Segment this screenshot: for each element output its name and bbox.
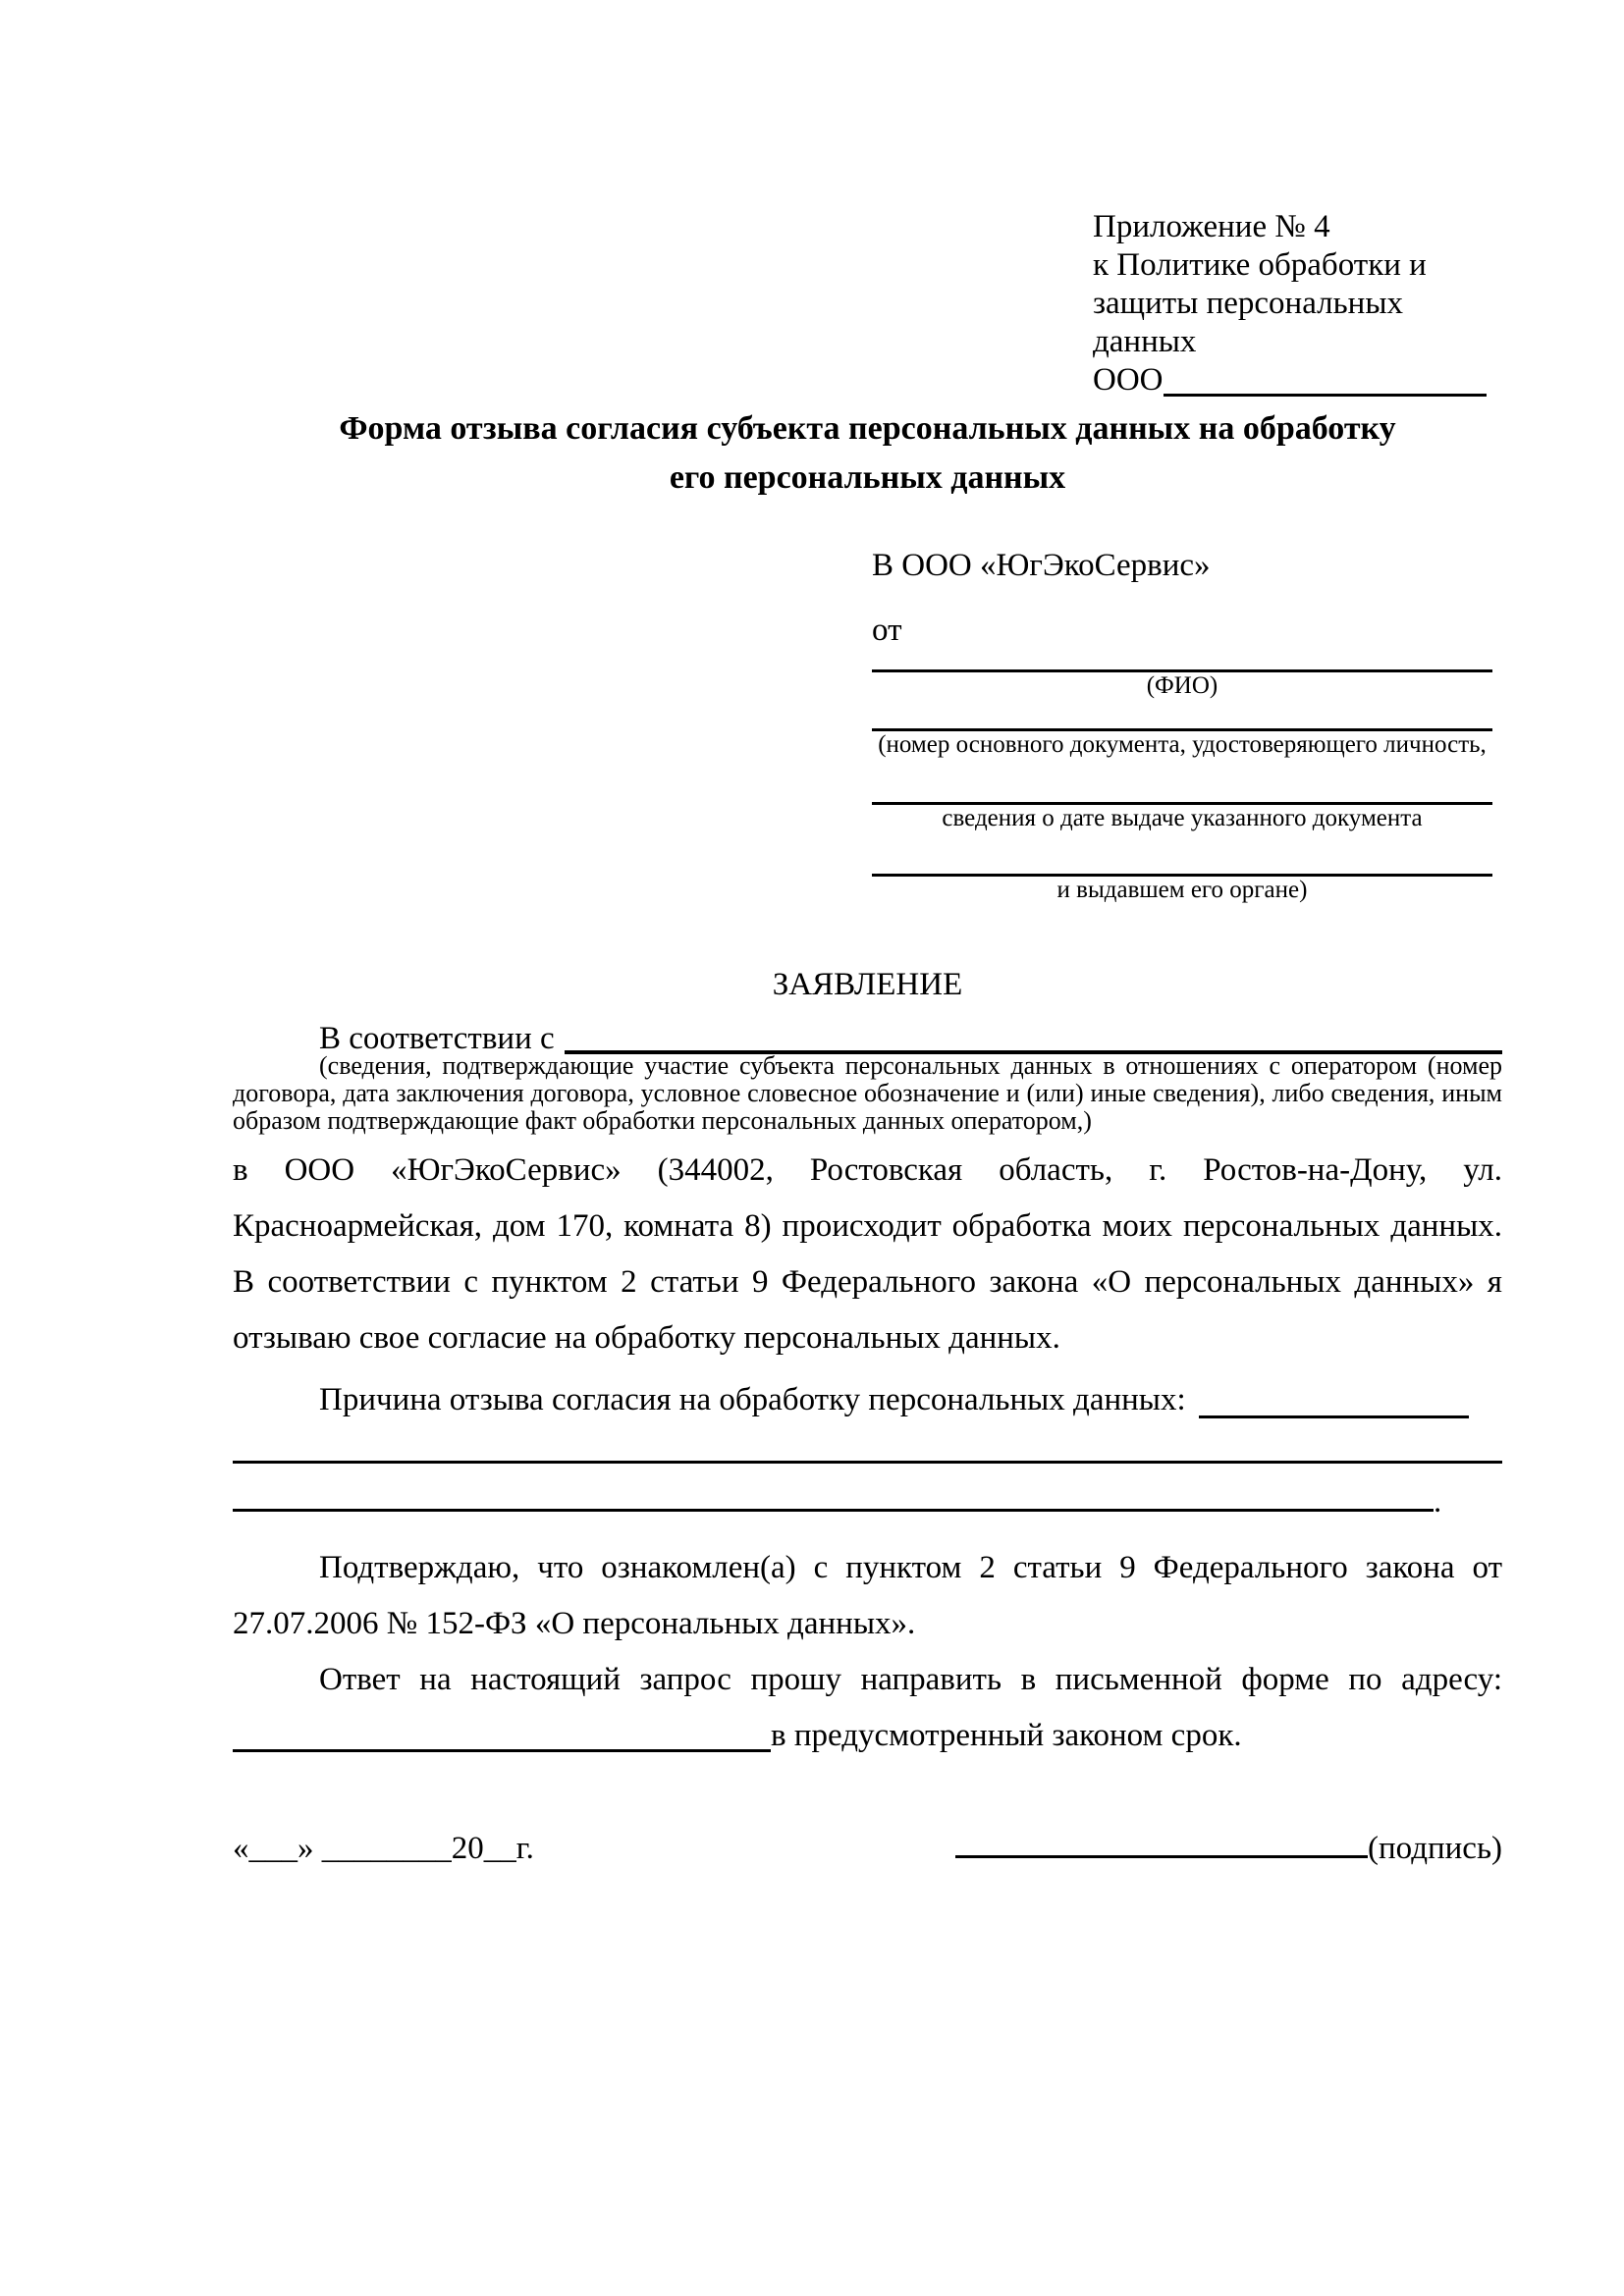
- addressee-organization: В ООО «ЮгЭкоСервис»: [872, 548, 1211, 583]
- intro-fill-line: [565, 1019, 1502, 1054]
- reason-label: Причина отзыва согласия на обработку персональных данных:: [319, 1382, 1186, 1417]
- response-address-row: [233, 1708, 1502, 1764]
- ooo-fill-line: [1164, 361, 1488, 397]
- reason-fill-line-3: [233, 1464, 1434, 1512]
- reason-section: [233, 1372, 1502, 1518]
- response-section: [233, 1652, 1502, 1764]
- appendix-block: [1093, 208, 1487, 400]
- page-title-line-1: Форма отзыва согласия субъекта персональных данных на обработку: [339, 410, 1396, 447]
- document-number-caption: (номер основного документа, удостоверяющего личность,: [878, 731, 1487, 758]
- intro-note: (сведения, подтверждающие участие субъекта персональных данных в отношениях с оператором (номер договора, дата заключения договора, условное словесное обозначение и (или) иные сведения), либо сведения, иным образом подтверждающие факт обработки персональных данных оператором,): [233, 1051, 1502, 1135]
- appendix-line-2: к Политике обработки и: [1093, 247, 1427, 283]
- ooo-prefix: ООО: [1093, 362, 1164, 398]
- response-suffix: в предусмотренный законом срок.: [771, 1718, 1242, 1753]
- date-template: «___» ________20__г.: [233, 1831, 534, 1866]
- signature-caption: (подпись): [1368, 1831, 1502, 1866]
- addressee-from-label: от: [872, 613, 902, 648]
- page-title: [233, 404, 1502, 503]
- document-date-fill-line: [872, 759, 1492, 805]
- reason-fill-line-2: [233, 1428, 1502, 1464]
- intro-prefix: В соответствии с: [319, 1021, 555, 1056]
- fio-fill-line: [872, 650, 1492, 672]
- document-issuer-fill-line: [872, 832, 1492, 877]
- reason-line: [233, 1372, 1502, 1428]
- statement-heading: ЗАЯВЛЕНИЕ: [772, 967, 963, 1002]
- appendix-line-1: Приложение № 4: [1093, 209, 1330, 244]
- addressee-block: [872, 546, 1492, 904]
- address-fill-line: [233, 1708, 771, 1752]
- appendix-line-3: защиты персональных данных: [1093, 286, 1403, 359]
- document-number-fill-line: [872, 700, 1492, 731]
- body-paragraph: в ООО «ЮгЭкоСервис» (344002, Ростовская область, г. Ростов-на-Дону, ул. Красноармейская, дом 170, комната 8) происходит обработка моих персональных данных. В соответствии с пунктом 2 статьи 9 Федерального закона «О персональных данных» я отзываю свое согласие на обработку персональных данных.: [233, 1152, 1502, 1356]
- response-request-line: Ответ на настоящий запрос прошу направить в письменной форме по адресу:: [319, 1662, 1502, 1697]
- page-title-line-2: его персональных данных: [669, 459, 1066, 496]
- document-issuer-caption: и выдавшем его органе): [1056, 877, 1308, 903]
- fio-caption: (ФИО): [1146, 672, 1218, 699]
- signature-fill-line: [955, 1816, 1368, 1858]
- reason-terminator: .: [1434, 1484, 1442, 1520]
- reason-fill-line-1: [1199, 1372, 1469, 1418]
- confirm-paragraph: Подтверждаю, что ознакомлен(а) с пунктом 2 статьи 9 Федерального закона от 27.07.2006 № 152-ФЗ «О персональных данных».: [233, 1550, 1502, 1641]
- document-date-caption: сведения о дате выдаче указанного документа: [942, 805, 1423, 831]
- signature-group: [955, 1816, 1502, 1877]
- appendix-ooo-row: [1093, 361, 1487, 400]
- footer-row: [233, 1816, 1502, 1877]
- reason-fill-row-3: [233, 1464, 1502, 1518]
